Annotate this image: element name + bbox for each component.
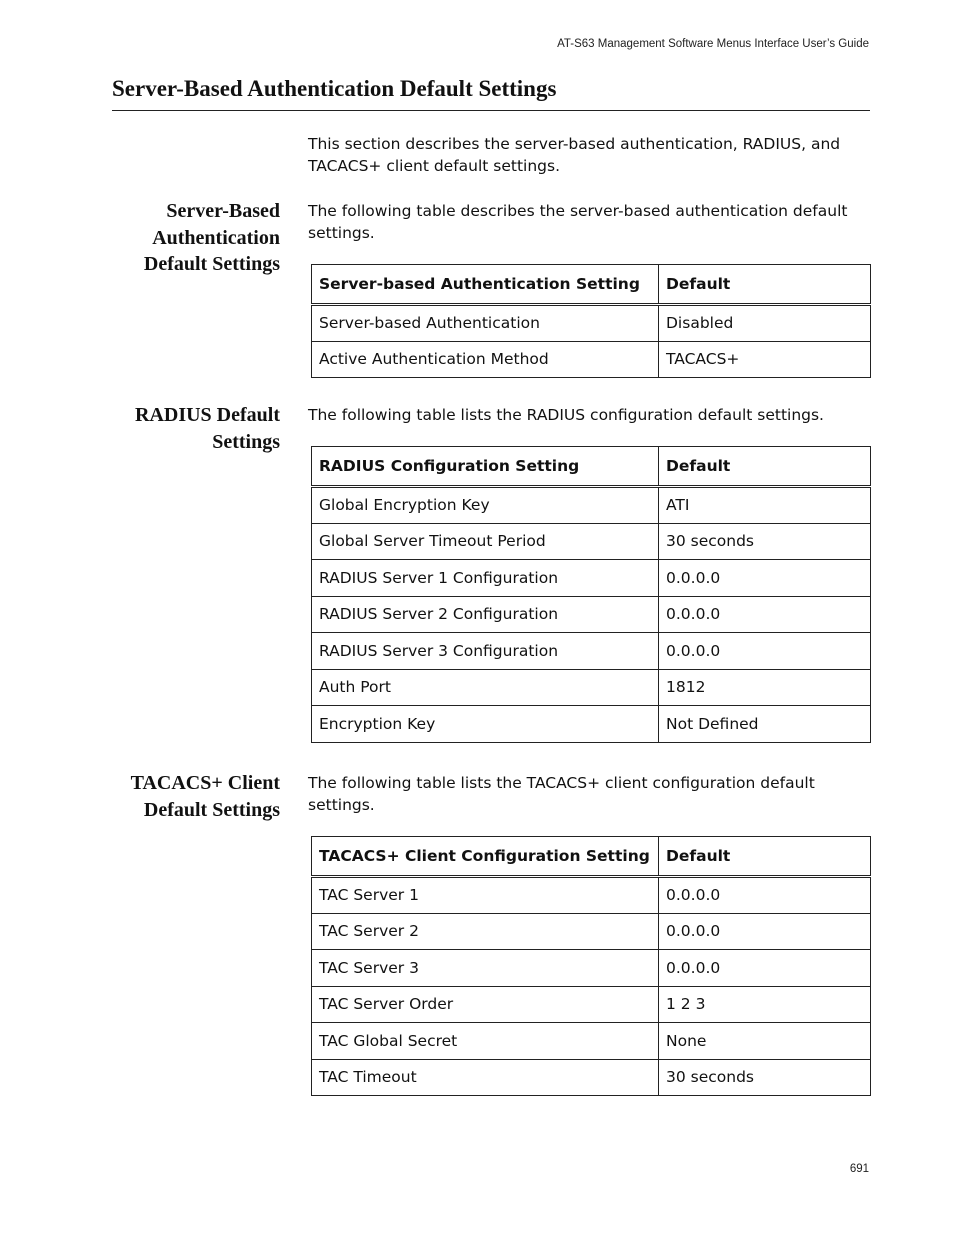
table-row xyxy=(312,950,871,987)
column-header: TACACS+ Client Configuration Setting xyxy=(312,837,659,877)
default-cell: 0.0.0.0 xyxy=(659,877,871,914)
heading-line: Authentication xyxy=(152,226,280,249)
table-row xyxy=(312,706,871,743)
table-row xyxy=(312,305,871,342)
running-header: AT-S63 Management Software Menus Interface User’s Guide xyxy=(557,38,869,50)
default-cell: Not Defined xyxy=(659,706,871,743)
default-cell: 0.0.0.0 xyxy=(659,560,871,597)
table-row xyxy=(312,341,871,378)
default-cell: 0.0.0.0 xyxy=(659,596,871,633)
table-row xyxy=(312,596,871,633)
column-header: Server-based Authentication Setting xyxy=(312,265,659,305)
radius-settings-table xyxy=(311,446,871,743)
setting-cell: Active Authentication Method xyxy=(312,341,659,378)
server-based-auth-table xyxy=(311,264,871,378)
default-cell: 1812 xyxy=(659,669,871,706)
default-cell: 30 seconds xyxy=(659,1059,871,1096)
table-row xyxy=(312,633,871,670)
table-row xyxy=(312,1059,871,1096)
setting-cell: TAC Global Secret xyxy=(312,1023,659,1060)
section-description-radius: The following table lists the RADIUS configuration default settings. xyxy=(308,406,824,424)
page-number: 691 xyxy=(849,1163,869,1175)
table-row xyxy=(312,487,871,524)
heading-line: RADIUS Default xyxy=(135,404,280,426)
default-cell: 1 2 3 xyxy=(659,986,871,1023)
default-cell: 0.0.0.0 xyxy=(659,913,871,950)
setting-cell: TAC Server Order xyxy=(312,986,659,1023)
table-row xyxy=(312,1023,871,1060)
column-header: Default xyxy=(659,447,871,487)
table-header-row xyxy=(312,447,871,487)
column-header: Default xyxy=(659,837,871,877)
heading-line: Default Settings xyxy=(143,253,280,275)
setting-cell: Global Server Timeout Period xyxy=(312,523,659,560)
default-cell: ATI xyxy=(659,487,871,524)
default-cell: 30 seconds xyxy=(659,523,871,560)
heading-line: TACACS+ Client xyxy=(130,772,280,794)
table-header-row xyxy=(312,837,871,877)
default-cell: Disabled xyxy=(659,305,871,342)
table-header-row xyxy=(312,265,871,305)
table-row xyxy=(312,560,871,597)
tacacs-settings-table xyxy=(311,836,871,1096)
default-cell: 0.0.0.0 xyxy=(659,633,871,670)
title-divider xyxy=(112,110,870,111)
heading-line: Settings xyxy=(212,430,280,453)
setting-cell: RADIUS Server 2 Configuration xyxy=(312,596,659,633)
setting-cell: Encryption Key xyxy=(312,706,659,743)
default-cell: None xyxy=(659,1023,871,1060)
default-cell: TACACS+ xyxy=(659,341,871,378)
setting-cell: TAC Server 1 xyxy=(312,877,659,914)
setting-cell: TAC Server 3 xyxy=(312,950,659,987)
heading-line: Server-Based xyxy=(166,200,280,222)
section-heading-server-based xyxy=(105,198,280,278)
setting-cell: Global Encryption Key xyxy=(312,487,659,524)
table-row xyxy=(312,669,871,706)
setting-cell: TAC Server 2 xyxy=(312,913,659,950)
intro-paragraph: This section describes the server-based authentication, RADIUS, and TACACS+ client default settings. xyxy=(308,135,841,175)
section-description-tacacs: The following table lists the TACACS+ client configuration default settings. xyxy=(308,774,815,814)
table-row xyxy=(312,877,871,914)
column-header: RADIUS Configuration Setting xyxy=(312,447,659,487)
heading-line: Default Settings xyxy=(143,798,280,821)
setting-cell: TAC Timeout xyxy=(312,1059,659,1096)
section-description-server-based: The following table describes the server-based authentication default settings. xyxy=(308,202,848,242)
table-row xyxy=(312,986,871,1023)
setting-cell: RADIUS Server 1 Configuration xyxy=(312,560,659,597)
table-row xyxy=(312,523,871,560)
page-title: Server-Based Authentication Default Settings xyxy=(112,76,557,101)
table-row xyxy=(312,913,871,950)
setting-cell: Server-based Authentication xyxy=(312,305,659,342)
column-header: Default xyxy=(659,265,871,305)
section-heading-tacacs xyxy=(105,770,280,823)
section-heading-radius xyxy=(105,402,280,455)
setting-cell: RADIUS Server 3 Configuration xyxy=(312,633,659,670)
default-cell: 0.0.0.0 xyxy=(659,950,871,987)
setting-cell: Auth Port xyxy=(312,669,659,706)
